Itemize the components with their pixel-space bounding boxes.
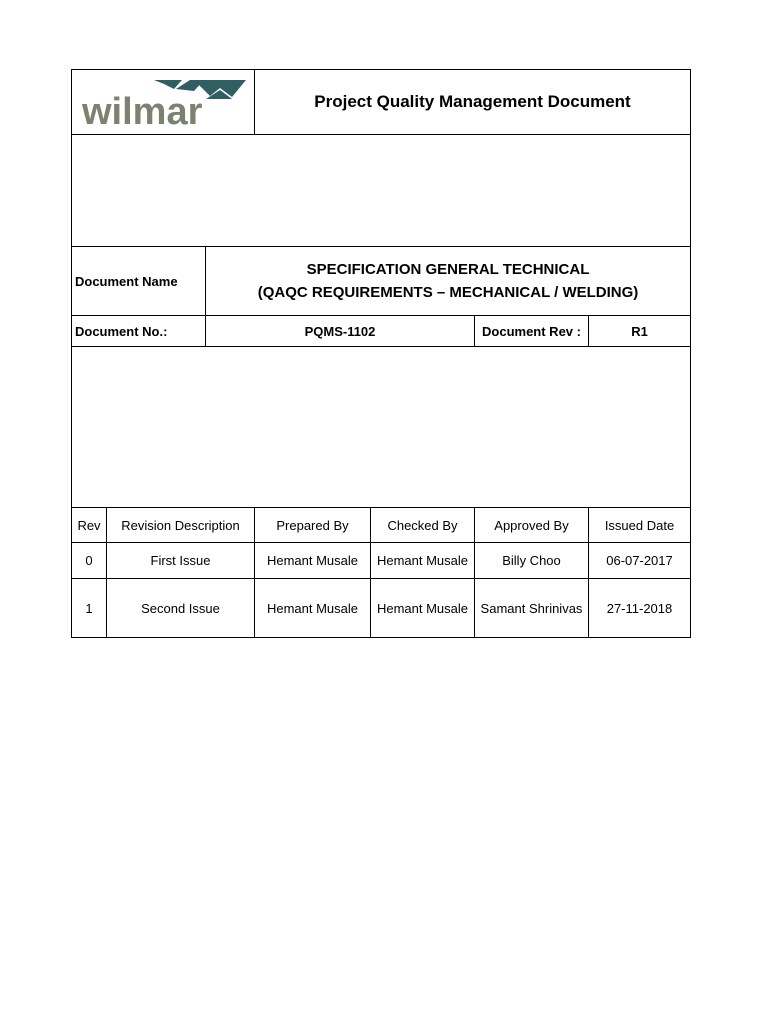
svg-text:wilmar: wilmar — [82, 91, 203, 129]
document-rev-value: R1 — [631, 323, 648, 339]
table-cell-issued-date: 27-11-2018 — [606, 600, 673, 616]
document-number-label: Document No.: — [75, 323, 168, 339]
table-cell-checked-by: Hemant Musale — [376, 553, 469, 568]
document-number-value: PQMS-1102 — [304, 323, 376, 339]
document-name-label: Document Name — [75, 273, 178, 289]
table-cell-rev: 0 — [85, 553, 93, 568]
table-header-issued-date: Issued Date — [604, 517, 675, 533]
table-cell-approved-by: Samant Shrinivas — [480, 600, 583, 616]
table-header-checked-by: Checked By — [387, 517, 458, 533]
divider — [71, 134, 691, 135]
divider — [71, 346, 691, 347]
table-cell-prepared-by: Hemant Musale — [266, 600, 359, 616]
table-cell-approved-by: Billy Choo — [502, 553, 561, 568]
document-rev-label: Document Rev : — [482, 323, 581, 339]
document-name-value — [206, 247, 690, 315]
table-cell-prepared-by: Hemant Musale — [266, 553, 359, 568]
table-cell-checked-by: Hemant Musale — [376, 600, 469, 616]
document-name-line1: SPECIFICATION GENERAL TECHNICAL — [306, 261, 590, 278]
table-cell-rev: 1 — [85, 600, 93, 616]
table-cell-description: Second Issue — [141, 600, 220, 616]
table-header-prepared-by: Prepared By — [276, 517, 349, 533]
table-header-description: Revision Description — [121, 517, 240, 533]
wilmar-logo — [82, 77, 250, 129]
table-header-approved-by: Approved By — [494, 517, 569, 533]
table-header-rev: Rev — [77, 517, 101, 533]
table-cell-issued-date: 06-07-2017 — [606, 553, 673, 568]
document-name-line2: (QAQC REQUIREMENTS – MECHANICAL / WELDING) — [257, 284, 639, 301]
table-cell-description: First Issue — [150, 553, 211, 568]
document-title: Project Quality Management Document — [314, 92, 631, 111]
